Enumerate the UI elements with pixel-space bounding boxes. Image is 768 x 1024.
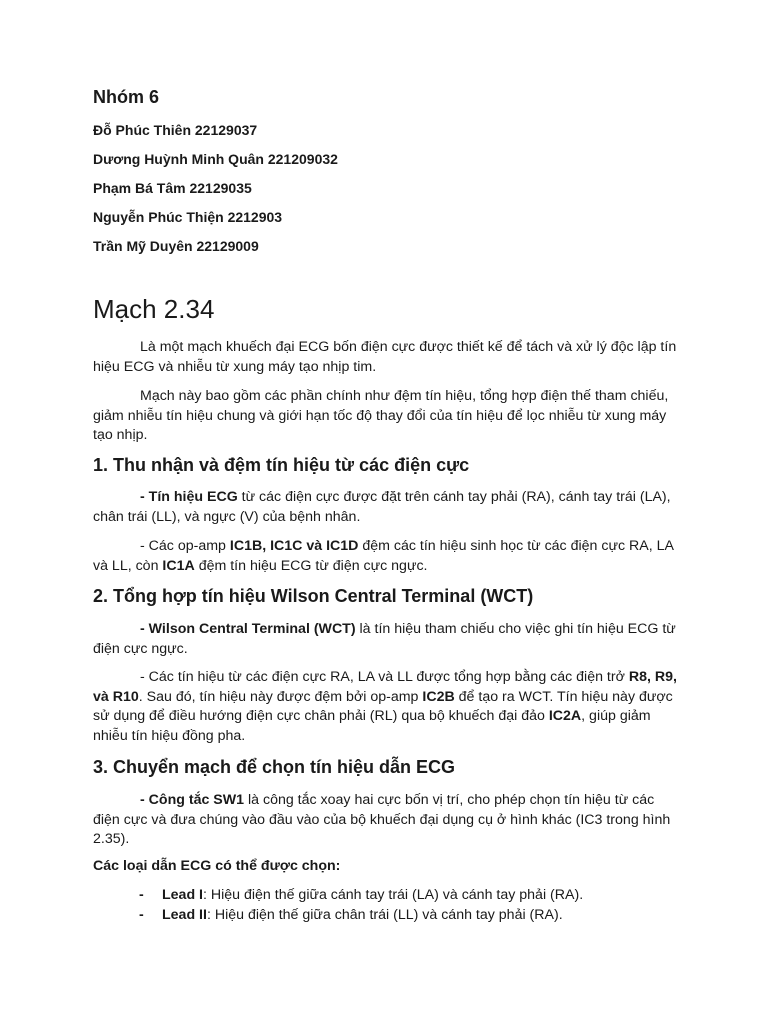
opamp-names: IC1B, IC1C và IC1D	[229, 538, 359, 554]
section-2-paragraph-1	[93, 620, 683, 659]
intro-paragraph-1	[93, 338, 683, 377]
group-title: Nhóm 6	[93, 87, 160, 107]
opamp-ic1a: IC1A	[162, 557, 195, 574]
s2-p2-g: , giúp giảm nhiễu tín hiệu đồng pha.	[93, 708, 651, 744]
list-item	[93, 906, 683, 926]
resistor-names: R8, R9, và R10	[93, 669, 677, 705]
s2-p2-e: để tạo ra WCT. Tín hiệu này được sử dụng để điều hướng điện cực chân phải (RL) qua bộ khuếch đại đảo	[93, 688, 673, 724]
list-item	[93, 886, 683, 906]
leads-list	[93, 886, 683, 925]
member-2: Dương Huỳnh Minh Quân 221209032	[93, 151, 338, 167]
section-1-heading: 1. Thu nhận và đệm tín hiệu từ các điện cực	[93, 455, 470, 475]
member-3: Phạm Bá Tâm 22129035	[93, 180, 252, 196]
lead-description: : Hiệu điện thế giữa cánh tay trái (LA) và cánh tay phải (RA).	[203, 887, 584, 903]
ecg-signal-term: - Tín hiệu ECG	[140, 489, 238, 505]
s1-p2-c: đệm các tín hiệu sinh học từ các điện cực RA, LA và LL, còn	[93, 538, 674, 574]
main-title: Mạch 2.34	[93, 294, 215, 324]
leads-heading: Các loại dẫn ECG có thể được chọn:	[93, 858, 341, 874]
section-1-paragraph-1	[93, 488, 683, 527]
lead-name: Lead II	[162, 906, 207, 923]
member-4: Nguyễn Phúc Thiện 2212903	[93, 209, 283, 225]
opamp-ic2a: IC2A	[548, 708, 582, 724]
s2-p2-a: - Các tín hiệu từ các điện cực RA, LA và LL được tổng hợp bằng các điện trở	[140, 669, 629, 685]
wct-term: - Wilson Central Terminal (WCT)	[140, 621, 356, 637]
bullet-dash: -	[139, 906, 144, 923]
lead-description: : Hiệu điện thế giữa chân trái (LL) và cánh tay phải (RA).	[206, 906, 563, 923]
intro-p2-text: Mạch này bao gồm các phần chính như đệm tín hiệu, tổng hợp điện thế tham chiếu, giảm nhiễu tín hiệu chung và giới hạn tốc độ thay đổi của tín hiệu để lọc nhiễu từ xung máy tạo nhịp.	[93, 388, 669, 443]
section-2-paragraph-2	[93, 668, 683, 746]
section-3-heading: 3. Chuyển mạch để chọn tín hiệu dẫn ECG	[93, 757, 456, 777]
section-1-paragraph-2	[93, 537, 683, 576]
section-3-paragraph-1	[93, 791, 683, 850]
member-1: Đỗ Phúc Thiên 22129037	[93, 122, 258, 138]
member-5: Trần Mỹ Duyên 22129009	[93, 238, 259, 254]
s2-p1-text: là tín hiệu tham chiếu cho việc ghi tín hiệu ECG từ điện cực ngực.	[93, 621, 676, 657]
s2-p2-c: . Sau đó, tín hiệu này được đệm bởi op-amp	[138, 688, 423, 705]
s1-p1-text: từ các điện cực được đặt trên cánh tay phải (RA), cánh tay trái (LA), chân trái (LL), và ngực (V) của bệnh nhân.	[93, 489, 671, 525]
section-2-heading: 2. Tổng hợp tín hiệu Wilson Central Terminal (WCT)	[93, 586, 534, 606]
opamp-ic2b: IC2B	[422, 688, 455, 705]
bullet-dash: -	[139, 887, 144, 903]
s1-p2-e: đệm tín hiệu ECG từ điện cực ngực.	[194, 557, 428, 574]
lead-name: Lead I	[162, 887, 203, 903]
switch-sw1-term: - Công tắc SW1	[140, 792, 245, 808]
intro-paragraph-2	[93, 387, 683, 446]
s1-p2-a: - Các op-amp	[140, 538, 230, 554]
s3-p1-text: là công tắc xoay hai cực bốn vị trí, cho phép chọn tín hiệu từ các điện cực và đưa chúng vào đầu vào của bộ khuếch đại dụng cụ ở hình khác (IC3 trong hình 2.35).	[93, 792, 671, 847]
intro-p1-text: Là một mạch khuếch đại ECG bốn điện cực được thiết kế để tách và xử lý độc lập tín hiệu ECG và nhiễu từ xung máy tạo nhịp tim.	[93, 339, 677, 375]
